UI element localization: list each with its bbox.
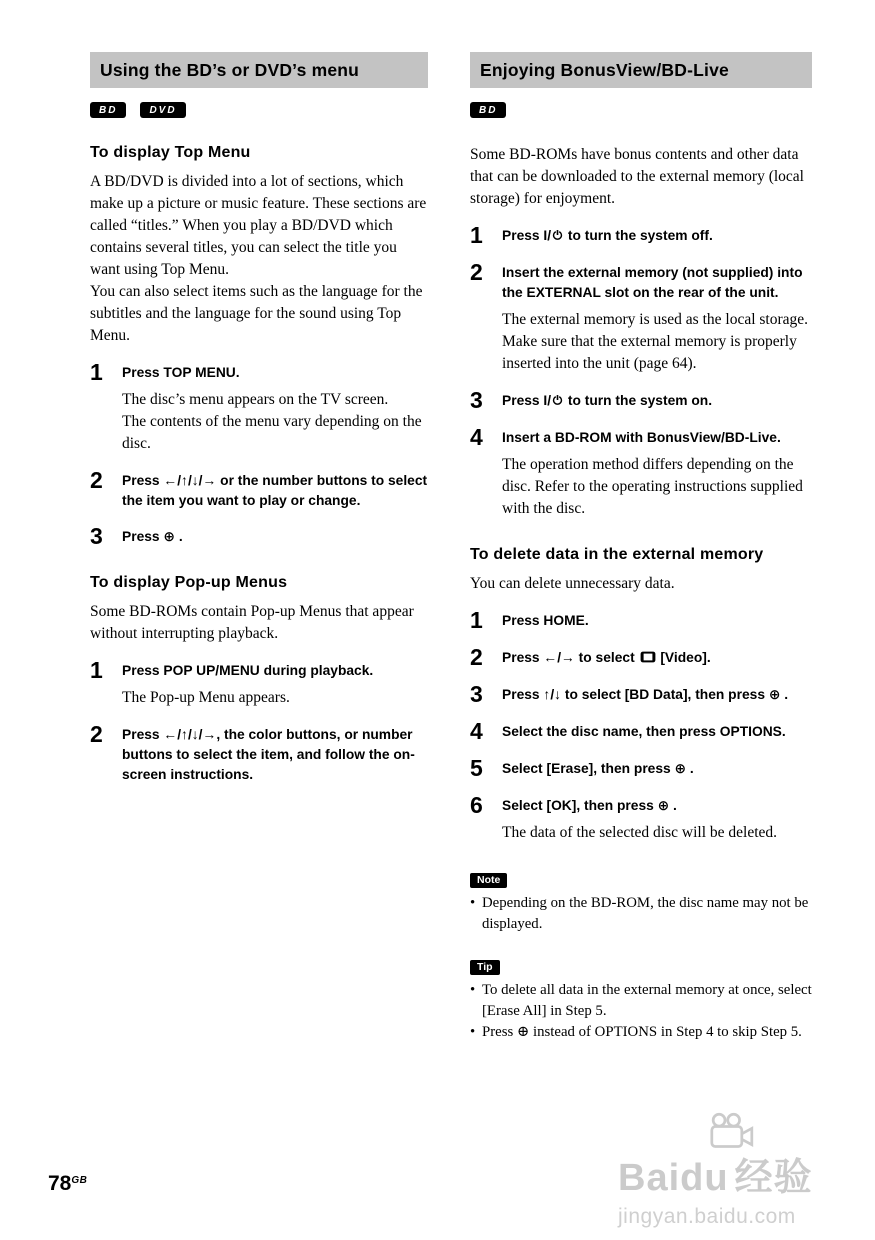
step <box>90 722 428 785</box>
watermark-brand-en: Baidu <box>618 1157 729 1199</box>
step-label: Insert the external memory (not supplied) into the EXTERNAL slot on the rear of the unit. <box>502 265 803 300</box>
step-number: 1 <box>90 359 103 385</box>
steps-top-menu <box>90 360 428 548</box>
subheading-delete-data: To delete data in the external memory <box>470 546 764 563</box>
note-item: • Depending on the BD-ROM, the disc name may not be displayed. <box>470 893 812 935</box>
note-badge: Note <box>470 873 507 888</box>
step-number: 1 <box>90 657 103 683</box>
step <box>470 645 812 669</box>
note-section <box>470 870 812 935</box>
steps-bonusview <box>470 223 812 520</box>
step <box>470 388 812 412</box>
step-detail: The disc’s menu appears on the TV screen. <box>122 391 389 408</box>
step-label-text: Press I/ <box>502 393 552 408</box>
tip-section <box>470 957 812 1043</box>
step <box>470 260 812 375</box>
step-number: 6 <box>470 792 483 818</box>
step <box>90 658 428 709</box>
watermark-brand-cn: 经验 <box>734 1157 813 1199</box>
video-icon <box>640 649 656 669</box>
step-label-text: [Video]. <box>656 650 711 665</box>
step-detail: The contents of the menu vary depending on the disc. <box>122 413 422 452</box>
step <box>90 468 428 511</box>
step <box>470 608 812 632</box>
step-detail: The Pop-up Menu appears. <box>122 689 290 706</box>
disc-badges-left <box>90 102 428 118</box>
power-icon <box>552 392 563 412</box>
step-label: Press ⊕ . <box>122 529 183 544</box>
power-icon <box>552 227 563 247</box>
step-label <box>502 223 812 247</box>
paragraph: Some BD-ROMs contain Pop-up Menus that appear without interrupting playback. <box>90 603 414 642</box>
step <box>90 524 428 548</box>
step-number: 2 <box>90 721 103 747</box>
left-column <box>90 52 428 785</box>
step-label: Select [Erase], then press ⊕ . <box>502 761 694 776</box>
watermark-url: jingyan.baidu.com <box>618 1205 796 1228</box>
step-detail: The external memory is used as the local storage. <box>502 311 809 328</box>
step-label: Insert a BD-ROM with BonusView/BD-Live. <box>502 430 781 445</box>
step <box>470 719 812 743</box>
step-number: 4 <box>470 718 483 744</box>
step <box>470 682 812 706</box>
step-number: 4 <box>470 424 483 450</box>
step-number: 2 <box>470 259 483 285</box>
step-label: Select the disc name, then press OPTIONS. <box>502 724 786 739</box>
step-number: 5 <box>470 755 483 781</box>
step <box>470 756 812 780</box>
step-number: 2 <box>470 644 483 670</box>
step-label: Press ←/↑/↓/→ or the number buttons to select the item you want to play or change. <box>122 473 428 508</box>
steps-delete-data <box>470 608 812 844</box>
disc-badges-right <box>470 102 812 118</box>
steps-popup-menu <box>90 658 428 785</box>
bd-badge: BD <box>470 102 506 118</box>
watermark <box>618 1112 813 1229</box>
step-detail: Make sure that the external memory is properly inserted into the unit (page 64). <box>502 333 797 372</box>
step-label-text: Press ←/→ to select <box>502 650 639 665</box>
step-label: Select [OK], then press ⊕ . <box>502 798 677 813</box>
dvd-badge: DVD <box>140 102 185 118</box>
step <box>470 223 812 247</box>
tip-badge: Tip <box>470 960 500 975</box>
step-detail: The data of the selected disc will be deleted. <box>502 824 778 841</box>
tip-item: • To delete all data in the external memory at once, select [Erase All] in Step 5. <box>470 980 812 1022</box>
step-label-text: to turn the system on. <box>564 393 713 408</box>
paragraph: You can also select items such as the language for the subtitles and the language for the sound using Top Menu. <box>90 283 423 344</box>
subheading-popup-menus: To display Pop-up Menus <box>90 574 288 591</box>
step-label <box>502 388 812 412</box>
step-number: 3 <box>470 387 483 413</box>
camera-icon <box>702 1112 758 1157</box>
paragraph: Some BD-ROMs have bonus contents and other data that can be downloaded to the external memory (local storage) for enjoyment. <box>470 146 804 207</box>
step-detail: The operation method differs depending on the disc. Refer to the operating instructions supplied with the disc. <box>502 456 803 517</box>
page-region: GB <box>71 1175 88 1186</box>
step-number: 3 <box>90 523 103 549</box>
page-number-value: 78 <box>48 1172 72 1195</box>
step-label <box>502 645 812 669</box>
subheading-top-menu: To display Top Menu <box>90 144 251 161</box>
step-label: Press TOP MENU. <box>122 365 240 380</box>
section-header-right: Enjoying BonusView/BD-Live <box>470 52 812 88</box>
step-label: Press HOME. <box>502 613 589 628</box>
paragraph: You can delete unnecessary data. <box>470 575 675 592</box>
paragraph: A BD/DVD is divided into a lot of sections, which make up a picture or music feature. These sections are called “titles.” When you play a BD/DVD which contains several titles, you can select the title you want using Top Menu. <box>90 173 427 278</box>
step-label-text: to turn the system off. <box>564 228 713 243</box>
step-number: 1 <box>470 222 483 248</box>
step-label: Press ↑/↓ to select [BD Data], then press ⊕ . <box>502 687 789 702</box>
step-number: 3 <box>470 681 483 707</box>
step <box>470 425 812 520</box>
step-label-text: Press I/ <box>502 228 552 243</box>
step-number: 2 <box>90 467 103 493</box>
bd-badge: BD <box>90 102 126 118</box>
step-label: Press POP UP/MENU during playback. <box>122 663 374 678</box>
step <box>90 360 428 455</box>
step <box>470 793 812 844</box>
step-number: 1 <box>470 607 483 633</box>
right-column <box>470 52 812 1043</box>
page-number <box>48 1172 87 1196</box>
tip-item: • Press ⊕ instead of OPTIONS in Step 4 to skip Step 5. <box>470 1022 812 1043</box>
section-header-left: Using the BD’s or DVD’s menu <box>90 52 428 88</box>
step-label: Press ←/↑/↓/→, the color buttons, or number buttons to select the item, and follow the on-screen instructions. <box>122 727 415 782</box>
